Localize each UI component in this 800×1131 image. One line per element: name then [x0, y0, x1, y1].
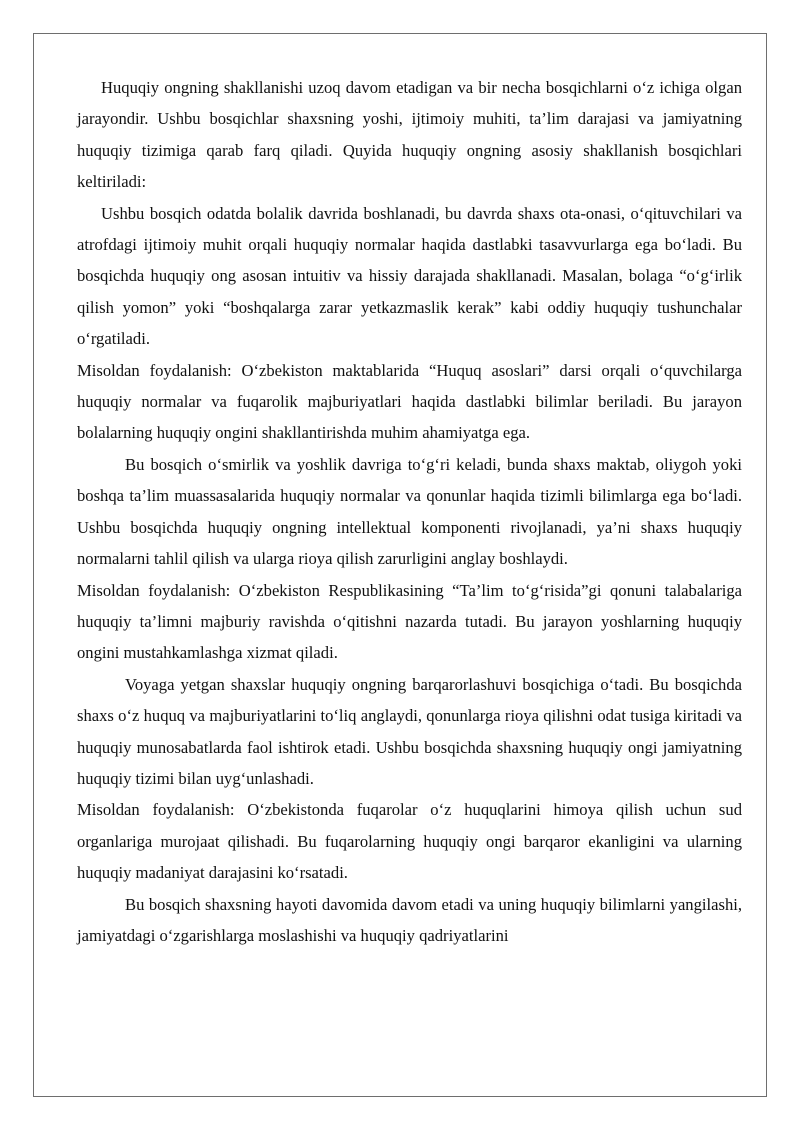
paragraph-stage-youth: Bu bosqich o‘smirlik va yoshlik davriga to‘g‘ri keladi, bunda shaxs maktab, oliygoh yoki boshqa ta’lim muassasalarida huquqiy normalar va qonunlar haqida tizimli bilimlarga ega bo‘ladi. Ushbu bosqichda huquqiy ongning intellektual komponenti rivojlanadi, ya’ni shaxs huquqiy normalarni tahlil qilish va ularga rioya qilish zarurligini anglay boshlaydi. [77, 454, 742, 569]
paragraph-stage-adult: Voyaga yetgan shaxslar huquqiy ongning barqarorlashuvi bosqichiga o‘tadi. Bu bosqichda shaxs o‘z huquq va majburiyatlarini to‘liq anglaydi, qonunlarga rioya qilishni odat tusiga kiritadi va huquqiy munosabatlarda faol ishtirok etadi. Ushbu bosqichda shaxsning huquqiy ongi jamiyatning huquqiy tizimi bilan uyg‘unlashadi. [77, 674, 742, 788]
paragraph-stage-childhood: Ushbu bosqich odatda bolalik davrida boshlanadi, bu davrda shaxs ota-onasi, o‘qituvchilari va atrofdagi ijtimoiy muhit orqali huquqiy normalar haqida dastlabki tasavvurlarga ega bo‘ladi. Bu bosqichda huquqiy ong asosan intuitiv va hissiy darajada shakllanadi. Masalan, bolaga “o‘g‘irlik qilish yomon” yoki “boshqalarga zarar yetkazmaslik kerak” kabi oddiy huquqiy tushunchalar o‘rgatiladi. [77, 203, 742, 349]
paragraph-example-school: Misoldan foydalanish: O‘zbekiston maktablarida “Huquq asoslari” darsi orqali o‘quvchilarga huquqiy normalar va fuqarolik majburiyatlari haqida dastlabki bilimlar beriladi. Bu jarayon bolalarning huquqiy ongini shakllantirishda muhim ahamiyatga ega. [77, 360, 742, 443]
paragraph-example-courts: Misoldan foydalanish: O‘zbekistonda fuqarolar o‘z huquqlarini himoya qilish uchun sud organlariga murojaat qilishadi. Bu fuqarolarning huquqiy ongi barqaror ekanligini va ularning huquqiy madaniyat darajasini ko‘rsatadi. [77, 800, 742, 883]
paragraph-intro: Huquqiy ongning shakllanishi uzoq davom etadigan va bir necha bosqichlarni o‘z ichiga olgan jarayondir. Ushbu bosqichlar shaxsning yoshi, ijtimoiy muhiti, ta’lim darajasi va jamiyatning huquqiy tizimiga qarab farq qiladi. Quyida huquqiy ongning asosiy shakllanish bosqichlari keltiriladi: [77, 78, 742, 192]
document-body [77, 72, 742, 951]
paragraph-stage-lifelong: Bu bosqich shaxsning hayoti davomida davom etadi va uning huquqiy bilimlarni yangilashi, jamiyatdagi o‘zgarishlarga moslashishi va huquqiy qadriyatlarini [77, 894, 742, 945]
paragraph-example-education-law: Misoldan foydalanish: O‘zbekiston Respublikasining “Ta’lim to‘g‘risida”gi qonuni talabalariga huquqiy ta’limni majburiy ravishda o‘qitishni nazarda tutadi. Bu jarayon yoshlarning huquqiy ongini mustahkamlashga xizmat qiladi. [77, 580, 742, 663]
